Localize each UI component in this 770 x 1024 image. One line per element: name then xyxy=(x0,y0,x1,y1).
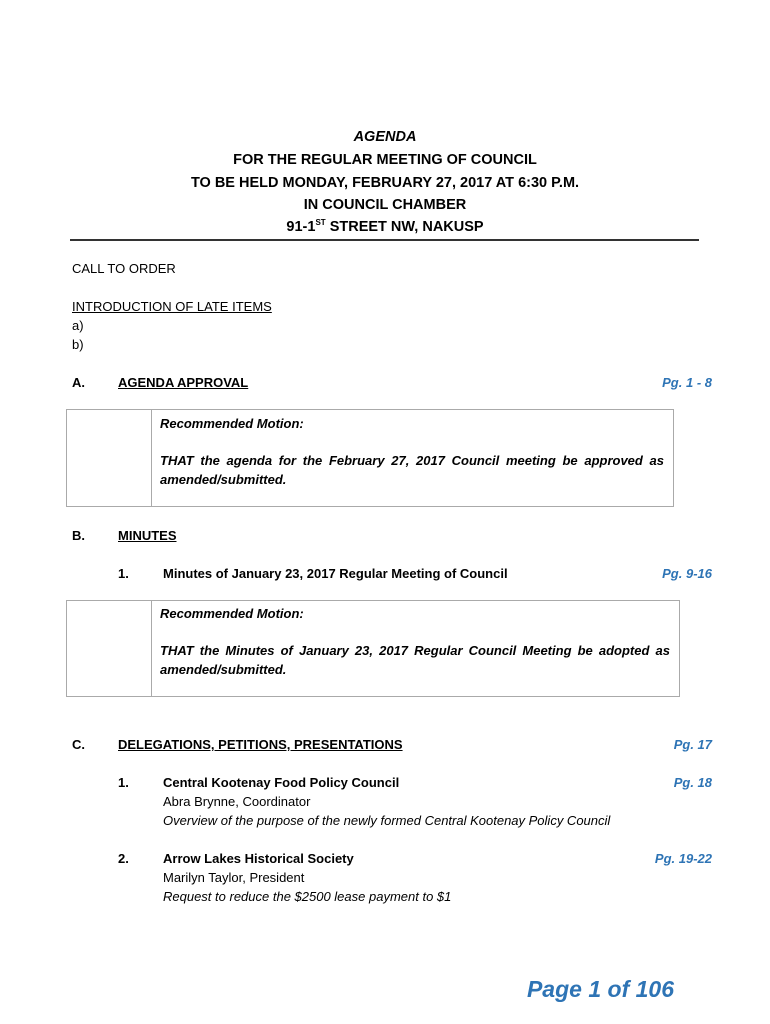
delegation-2-num: 2. xyxy=(118,851,129,866)
delegation-1-title: Central Kootenay Food Policy Council xyxy=(163,775,400,790)
agenda-title: AGENDA xyxy=(353,129,417,145)
section-b-letter: B. xyxy=(72,528,85,543)
delegation-1-num: 1. xyxy=(118,775,129,790)
delegation-2-title: Arrow Lakes Historical Society xyxy=(163,851,354,866)
delegation-1-person: Abra Brynne, Coordinator xyxy=(163,794,311,809)
section-a-heading: AGENDA APPROVAL xyxy=(118,375,249,390)
section-b-page-ref: Pg. 9-16 xyxy=(662,566,712,581)
section-b-heading: MINUTES xyxy=(118,528,177,543)
section-b-item-num: 1. xyxy=(118,566,129,581)
delegation-2-person: Marilyn Taylor, President xyxy=(163,870,305,885)
motion-text-a: THAT the agenda for the February 27, 2017 Council meeting be approved as amended/submitted. xyxy=(160,453,664,487)
motion-box-a xyxy=(66,409,674,507)
header-rule xyxy=(70,239,699,241)
section-a-letter: A. xyxy=(72,375,85,390)
delegation-2-page-ref: Pg. 19-22 xyxy=(654,851,712,866)
motion-box-b xyxy=(66,600,680,697)
header-address: 91-1ST STREET NW, NAKUSP xyxy=(286,218,484,235)
motion-label-b: Recommended Motion: xyxy=(160,606,304,621)
section-c-letter: C. xyxy=(72,737,85,752)
header-line-1: FOR THE REGULAR MEETING OF COUNCIL xyxy=(233,152,537,168)
call-to-order: CALL TO ORDER xyxy=(72,261,176,276)
section-c-heading: DELEGATIONS, PETITIONS, PRESENTATIONS xyxy=(118,737,403,752)
delegation-2-desc: Request to reduce the $2500 lease payment to $1 xyxy=(163,889,452,904)
header-line-3: IN COUNCIL CHAMBER xyxy=(303,197,467,213)
delegation-1-page-ref: Pg. 18 xyxy=(673,775,712,790)
motion-box-divider xyxy=(151,410,152,506)
late-item-a: a) xyxy=(72,318,84,333)
section-b-item-title: Minutes of January 23, 2017 Regular Meeting of Council xyxy=(163,566,508,581)
section-a-page-ref: Pg. 1 - 8 xyxy=(662,375,712,390)
delegation-1-desc: Overview of the purpose of the newly formed Central Kootenay Policy Council xyxy=(163,813,611,828)
motion-label-a: Recommended Motion: xyxy=(160,416,304,431)
page-number: Page 1 of 106 xyxy=(526,976,674,1002)
late-items-heading: INTRODUCTION OF LATE ITEMS xyxy=(72,299,272,314)
section-c-page-ref: Pg. 17 xyxy=(673,737,712,752)
late-item-b: b) xyxy=(72,337,84,352)
motion-text-b: THAT the Minutes of January 23, 2017 Regular Council Meeting be adopted as amended/submitted. xyxy=(160,643,670,677)
header-line-2: TO BE HELD MONDAY, FEBRUARY 27, 2017 AT 6:30 P.M. xyxy=(190,175,580,191)
motion-box-divider xyxy=(151,601,152,696)
